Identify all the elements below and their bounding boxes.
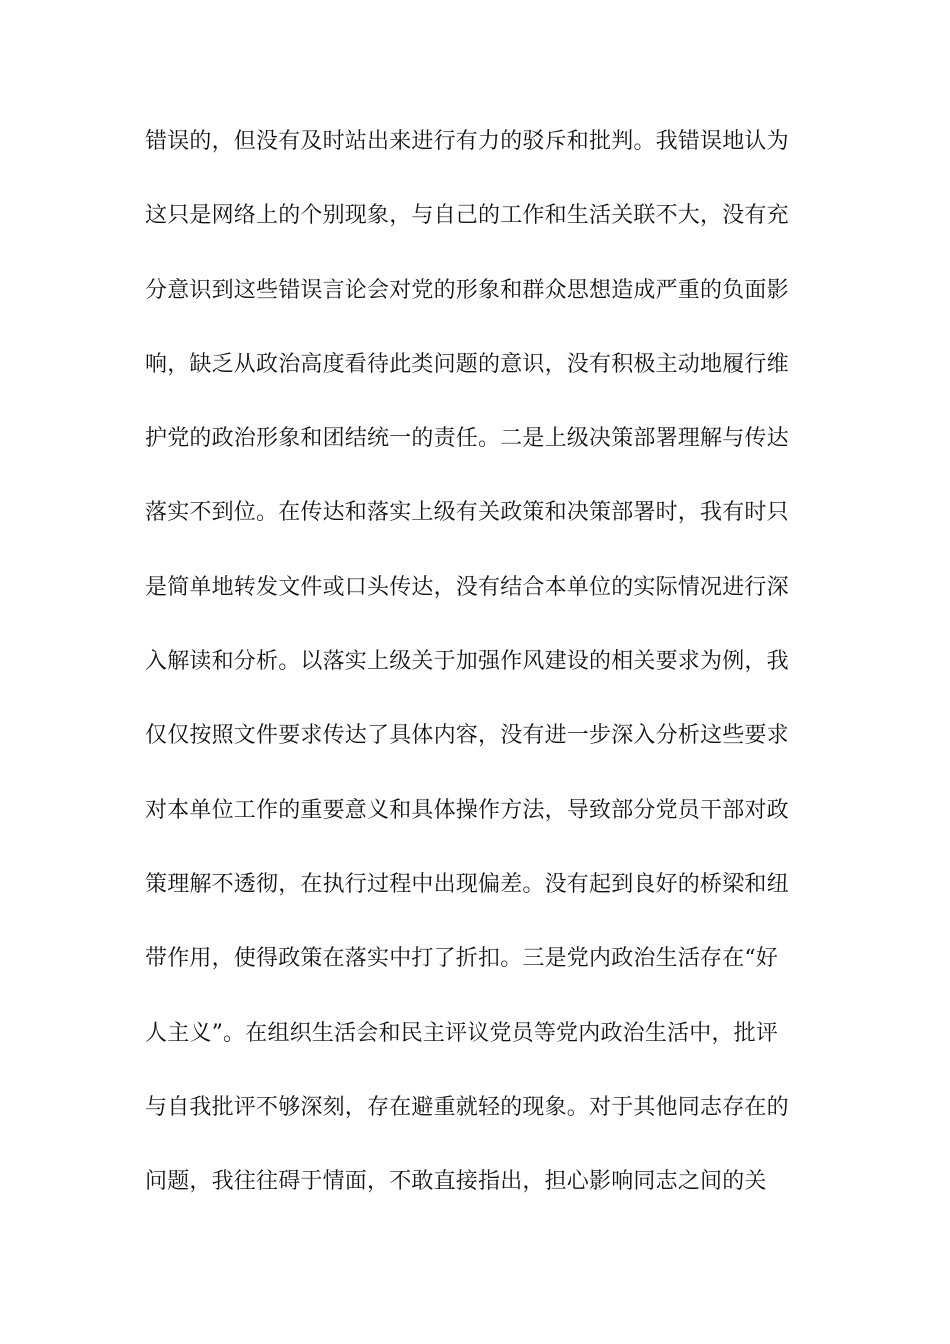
text-line: 错误的，但没有及时站出来进行有力的驳斥和批判。我错误地认为 (145, 129, 789, 154)
text-line: 带作用，使得政策在落实中打了折扣。三是党内政治生活存在“好 (145, 946, 779, 972)
text-line: 落实不到位。在传达和落实上级有关政策和决策部署时，我有时只 (145, 500, 789, 526)
text-line: 护党的政治形象和团结统一的责任。二是上级决策部署理解与传达 (145, 426, 789, 452)
text-line: 人主义”。在组织生活会和民主评议党员等党内政治生活中，批评 (145, 1020, 779, 1046)
text-line: 策理解不透彻，在执行过程中出现偏差。没有起到良好的桥梁和纽 (145, 871, 789, 897)
text-line: 响，缺乏从政治高度看待此类问题的意识，没有积极主动地履行维 (145, 351, 789, 377)
text-line: 是简单地转发文件或口头传达，没有结合本单位的实际情况进行深 (145, 574, 789, 600)
text-line: 这只是网络上的个别现象，与自己的工作和生活关联不大，没有充 (145, 203, 789, 229)
text-line: 与自我批评不够深刻，存在避重就轻的现象。对于其他同志存在的 (145, 1094, 789, 1120)
document-body (145, 114, 815, 1228)
text-line: 仅仅按照文件要求传达了具体内容，没有进一步深入分析这些要求 (145, 723, 789, 749)
text-line: 对本单位工作的重要意义和具体操作方法，导致部分党员干部对政 (145, 797, 789, 823)
text-line: 入解读和分析。以落实上级关于加强作风建设的相关要求为例，我 (145, 649, 789, 675)
text-line: 问题，我往往碍于情面，不敢直接指出，担心影响同志之间的关 (145, 1169, 767, 1195)
text-line: 分意识到这些错误言论会对党的形象和群众思想造成严重的负面影 (145, 277, 789, 303)
